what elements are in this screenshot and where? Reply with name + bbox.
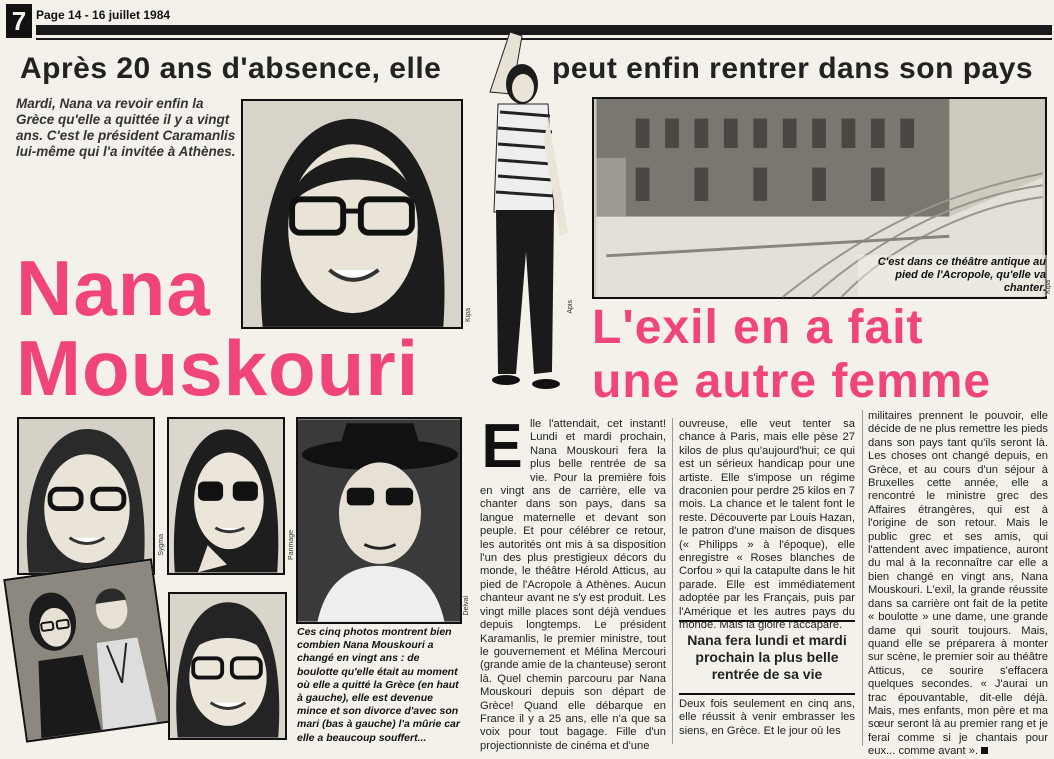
- photo-credit: Sygma: [158, 534, 165, 556]
- photo-smiling-glasses: [168, 592, 287, 740]
- photo-sunglasses: [167, 417, 285, 575]
- standing-figure: [470, 32, 590, 392]
- photo-credit: Kipa: [465, 308, 472, 323]
- column-divider: [672, 418, 673, 744]
- portrait-face-a: [19, 419, 153, 573]
- article-column-2-continued: Deux fois seulement en cinq ans, elle réussit à venir embrasser les siens, en Grèce. Et le jour où les: [679, 698, 855, 737]
- lead-paragraph: Mardi, Nana va revoir enfin la Grèce qu'elle a quittée il y a vingt ans. C'est le président Caramanlis lui-même qui l'a invitée à Athènes.: [16, 96, 236, 159]
- pull-quote: Nana fera lundi et mardi prochain la plus belle rentrée de sa vie: [679, 620, 855, 695]
- headline-left: Après 20 ans d'absence, elle: [20, 52, 442, 85]
- photo-credit: Kipa: [1045, 280, 1052, 295]
- article-column-1: [480, 412, 666, 752]
- name-title-first: Nana: [16, 244, 211, 332]
- headline-right: peut enfin rentrer dans son pays: [552, 52, 1034, 85]
- magazine-logo: 7: [6, 4, 32, 38]
- standing-figure-photo: [470, 32, 590, 392]
- article-text-1: lle l'attendait, cet instant! Lundi et mardi prochain, Nana Mouskouri fera la plus belle rentrée de sa vie. Pour la première fois en vingt ans de carrière, elle va chanter dans son pays, dans sa langue maternelle et devant son peuple. Et pour célébrer ce retour, les autorités ont mis à sa disposition l'un des plus prestigieux décors du monde, le théâtre Hérold Atticus, au pied de l'Acropole à Athènes. Aucun chanteur avant ne s'y est produit. Les vingt mille places sont déjà vendues depuis longtemps. Le président Karamanlis, le premier ministre, tout le gouvernement et Mélina Mercouri (grande amie de la chanteuse) seront là. Quel chemin parcouru par Nana Mouskouri depuis son départ de Grèce! Quand elle débarque en France il y a 25 ans, elle n'a que sa voix pour tout bagage. Fille d'un projectionniste de cinéma et d'une: [480, 418, 666, 752]
- photo-hat-portrait: [296, 417, 462, 624]
- name-title-last: Mouskouri: [16, 324, 420, 412]
- page-info: Page 14 - 16 juillet 1984: [36, 8, 171, 22]
- column-divider: [862, 410, 863, 746]
- portrait-face-b: [169, 419, 283, 573]
- photo-credit: Apis: [567, 300, 574, 314]
- portrait-photo-main: [241, 99, 463, 329]
- couple-scene: [6, 561, 173, 741]
- theatre-caption: C'est dans ce théâtre antique au pied de l'Acropole, qu'elle va chanter.: [858, 255, 1048, 296]
- article-title-line1: L'exil en a fait: [592, 301, 924, 354]
- end-mark-icon: [981, 747, 988, 754]
- photo-couple: [3, 558, 175, 742]
- portrait-face-c: [298, 419, 460, 622]
- article-title-line2: une autre femme: [592, 355, 992, 408]
- article-text-3: militaires prennent le pouvoir, elle décide de ne plus remettre les pieds dans son pays tant qu'ils seront là. Les choses ont changé depuis, en Grèce, et au cours d'un séjour à Bruxelles cette année, elle a rencontré le ministre grec des Affaires étrangères, qui est à l'origine de son retour. Mais le public grec et ses amis, qui l'attendent avec impatience, auront du mal à la reconnaître car elle a bien changé en vingt ans, Nana Mouskouri. L'exil, la grande réussite dans sa carrière ont fait de la petite « boulotte » une dame, une grande dame qui sourit toujours. Mais, quand elle se préparera à monter sur scène, le premier soir au théâtre Atticus, ce sourire s'effacera quelques secondes. « J'aurai un trac épouvantable, dit-elle déjà. Mais, mes enfants, mon père et ma sœur seront là au premier rang et je ferai comme si je chantais pour eux... comme avant ».: [868, 410, 1048, 758]
- portrait-face-e: [170, 594, 285, 738]
- drop-cap: E: [481, 412, 523, 481]
- article-column-2: ouvreuse, elle veut tenter sa chance à Paris, mais elle pèse 27 kilos de plus qu'aujourd'hui; ce qui est un sérieux handicap pour une artiste. Elle s'impose un régime draconien pour perdre 25 kilos en 7 mois. La chance et le talent font le reste. Découverte par Louis Hazan, le patron d'une maison de disques (« Philipps » à l'époque), elle enregistre « Roses blanches de Corfou » qui la catapulte dans le hit parade. Elle est immédiatement adoptée par les Français, puis par l'Amérique et les autres pays du monde. Mais la gloire l'accapare.: [679, 418, 856, 632]
- portrait-face-main: [243, 101, 461, 327]
- photo-credit: Parimage: [288, 530, 295, 560]
- photos-caption: Ces cinq photos montrent bien combien Nana Mouskouri a changé en vingt ans : de boulotte qu'elle était au moment où elle a quitté la Grèce (en haut à gauche), elle est devenue mince et son divorce d'avec son mari (bas à gauche) l'a mûrie car elle a beaucoup souffert...: [297, 626, 460, 744]
- article-column-3: [868, 410, 1048, 758]
- photo-young-glasses: [17, 417, 155, 575]
- photo-credit: Delval: [463, 596, 470, 616]
